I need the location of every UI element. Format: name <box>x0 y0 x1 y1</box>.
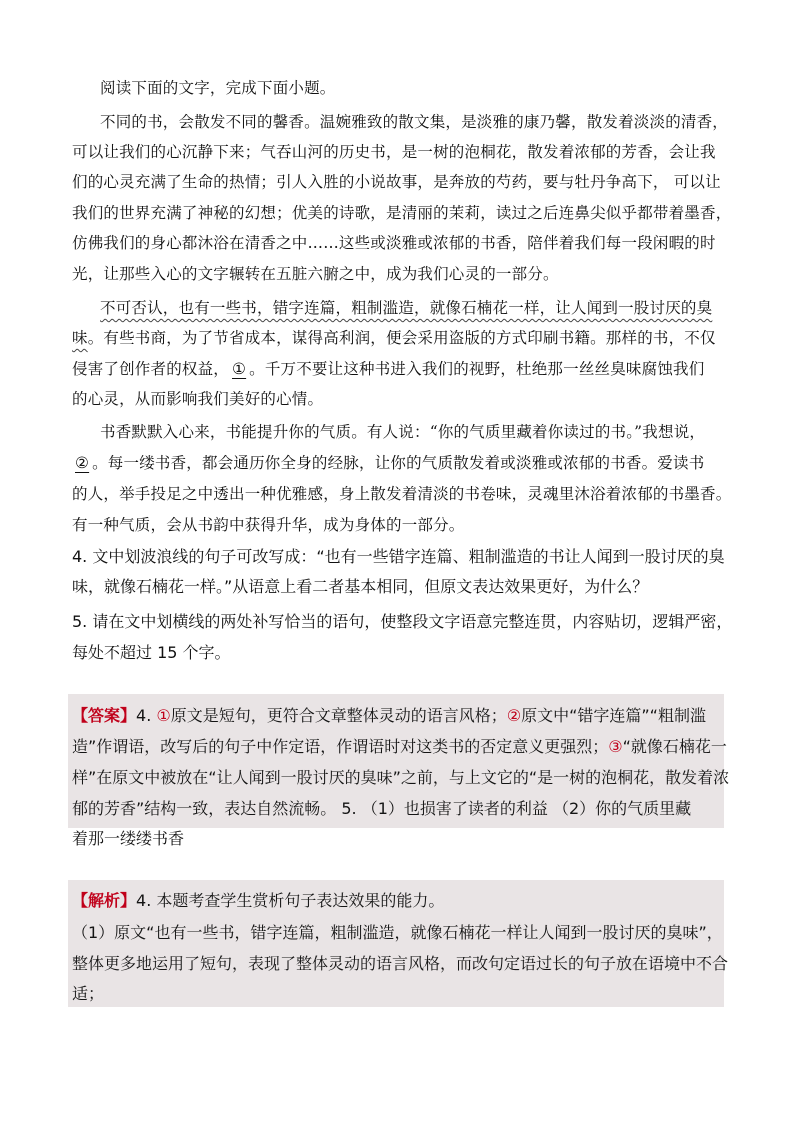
analysis-tag: 【解析】 <box>72 891 137 910</box>
text-line: 我们的世界充满了神秘的幻想；优美的诗歌，是清丽的茉莉，读过之后连鼻尖似乎都带着墨香， <box>72 204 732 222</box>
answer-line-2 <box>72 734 727 757</box>
text-line: 的人，举手投足之中透出一种优雅感，身上散发着清淡的书卷味，灵魂里沐浴着浓郁的书墨香。 <box>72 485 732 503</box>
analysis-line-2: （1）原文“也有一些书，错字连篇，粗制滥造，就像石楠花一样让人闻到一股讨厌的臭味”， <box>72 923 723 942</box>
wavy-underlined-sentence: 不可否认，也有一些书，错字连篇，粗制滥造，就像石楠花一样，让人闻到一股讨厌的臭 <box>100 299 713 317</box>
answer-line-3: 样”在原文中被放在“让人闻到一股讨厌的臭味”之前，与上文它的“是一树的泡桐花，散发着浓 <box>72 768 730 787</box>
text-line: 的心灵，从而影响我们美好的心情。 <box>72 390 324 408</box>
text-line <box>72 326 716 348</box>
circled-number-3: ③ <box>608 737 623 756</box>
text-span: 侵害了创作者的权益， <box>72 360 230 378</box>
text-line <box>72 451 704 473</box>
answer-tag: 【答案】 <box>72 706 137 725</box>
text-span: “就像石楠花一 <box>622 737 727 756</box>
answer-line-1 <box>72 703 706 726</box>
text-span: 。每一缕书香，都会通历你全身的经脉，让你的气质散发着或淡雅或浓郁的书香。爱读书 <box>92 454 705 472</box>
question-5-line-1: 5. 请在文中划横线的两处补写恰当的语句，使整段文字语意完整连贯，内容贴切，逻辑严密， <box>72 612 733 631</box>
text-span: 4. <box>136 706 157 725</box>
reading-instruction: 阅读下面的文字，完成下面小题。 <box>100 79 336 97</box>
question-4-line-1: 4. 文中划波浪线的句子可改写成：“也有一些错字连篇、粗制滥造的书让人闻到一股讨厌的臭 <box>72 547 725 566</box>
circled-number-1: ① <box>156 706 171 725</box>
text-line: 有一种气质，会从书韵中获得升华，成为身体的一部分。 <box>72 516 465 534</box>
analysis-line-3: 整体更多地运用了短句，表现了整体灵动的语言风格，而改句定语过长的句子放在语境中不合 <box>72 954 729 973</box>
text-span: 造”作谓语，改写后的句子中作定语，作谓语时对这类书的否定意义更强烈； <box>72 737 609 756</box>
text-line: 们的心灵充满了生命的热情；引人入胜的小说故事，是奔放的芍药，要与牡丹争高下， 可以让 <box>72 173 721 191</box>
analysis-line-4: 适； <box>72 984 105 1003</box>
text-span: 原文中“错字连篇”“粗制滥 <box>521 706 706 725</box>
text-line: 仿佛我们的身心都沐浴在清香之中……这些或淡雅或浓郁的书香，陪伴着我们每一段闲暇的时 <box>72 234 716 252</box>
circled-number-2: ② <box>506 706 522 725</box>
wavy-underlined-sentence-end: 味 <box>72 329 88 347</box>
text-span: 。千万不要让这种书进入我们的视野，杜绝那一丝丝臭味腐蚀我们 <box>249 360 705 378</box>
answer-line-5: 着那一缕缕书香 <box>72 829 185 848</box>
text-line: 不同的书，会散发不同的馨香。温婉雅致的散文集，是淡雅的康乃馨，散发着淡淡的清香， <box>100 113 729 131</box>
analysis-line-1 <box>72 888 444 911</box>
text-line: 光，让那些入心的文字辗转在五脏六腑之中，成为我们心灵的一部分。 <box>72 265 559 283</box>
question-4-line-2: 味，就像石楠花一样。”从语意上看二者基本相同，但原文表达效果更好，为什么？ <box>72 577 649 596</box>
text-line: 书香默默入心来，书能提升你的气质。有人说：“你的气质里藏着你读过的书。”我想说， <box>100 423 706 441</box>
blank-2: ② <box>75 454 90 472</box>
text-span: 原文是短句，更符合文章整体灵动的语言风格； <box>170 706 507 725</box>
text-line <box>72 357 704 379</box>
answer-line-4: 郁的芳香”结构一致，表达自然流畅。 5. （1）也损害了读者的利益 （2）你的气质里藏 <box>72 799 692 818</box>
question-5-line-2: 每处不超过 15 个字。 <box>72 643 231 662</box>
blank-1: ① <box>232 360 247 378</box>
text-span: 4. 本题考查学生赏析句子表达效果的能力。 <box>136 891 445 910</box>
text-span: 。有些书商，为了节省成本，谋得高利润，便会采用盗版的方式印刷书籍。那样的书，不仅 <box>87 329 716 347</box>
text-line <box>100 296 712 318</box>
text-line: 可以让我们的心沉静下来；气吞山河的历史书，是一树的泡桐花，散发着浓郁的芳香，会让我 <box>72 143 716 161</box>
